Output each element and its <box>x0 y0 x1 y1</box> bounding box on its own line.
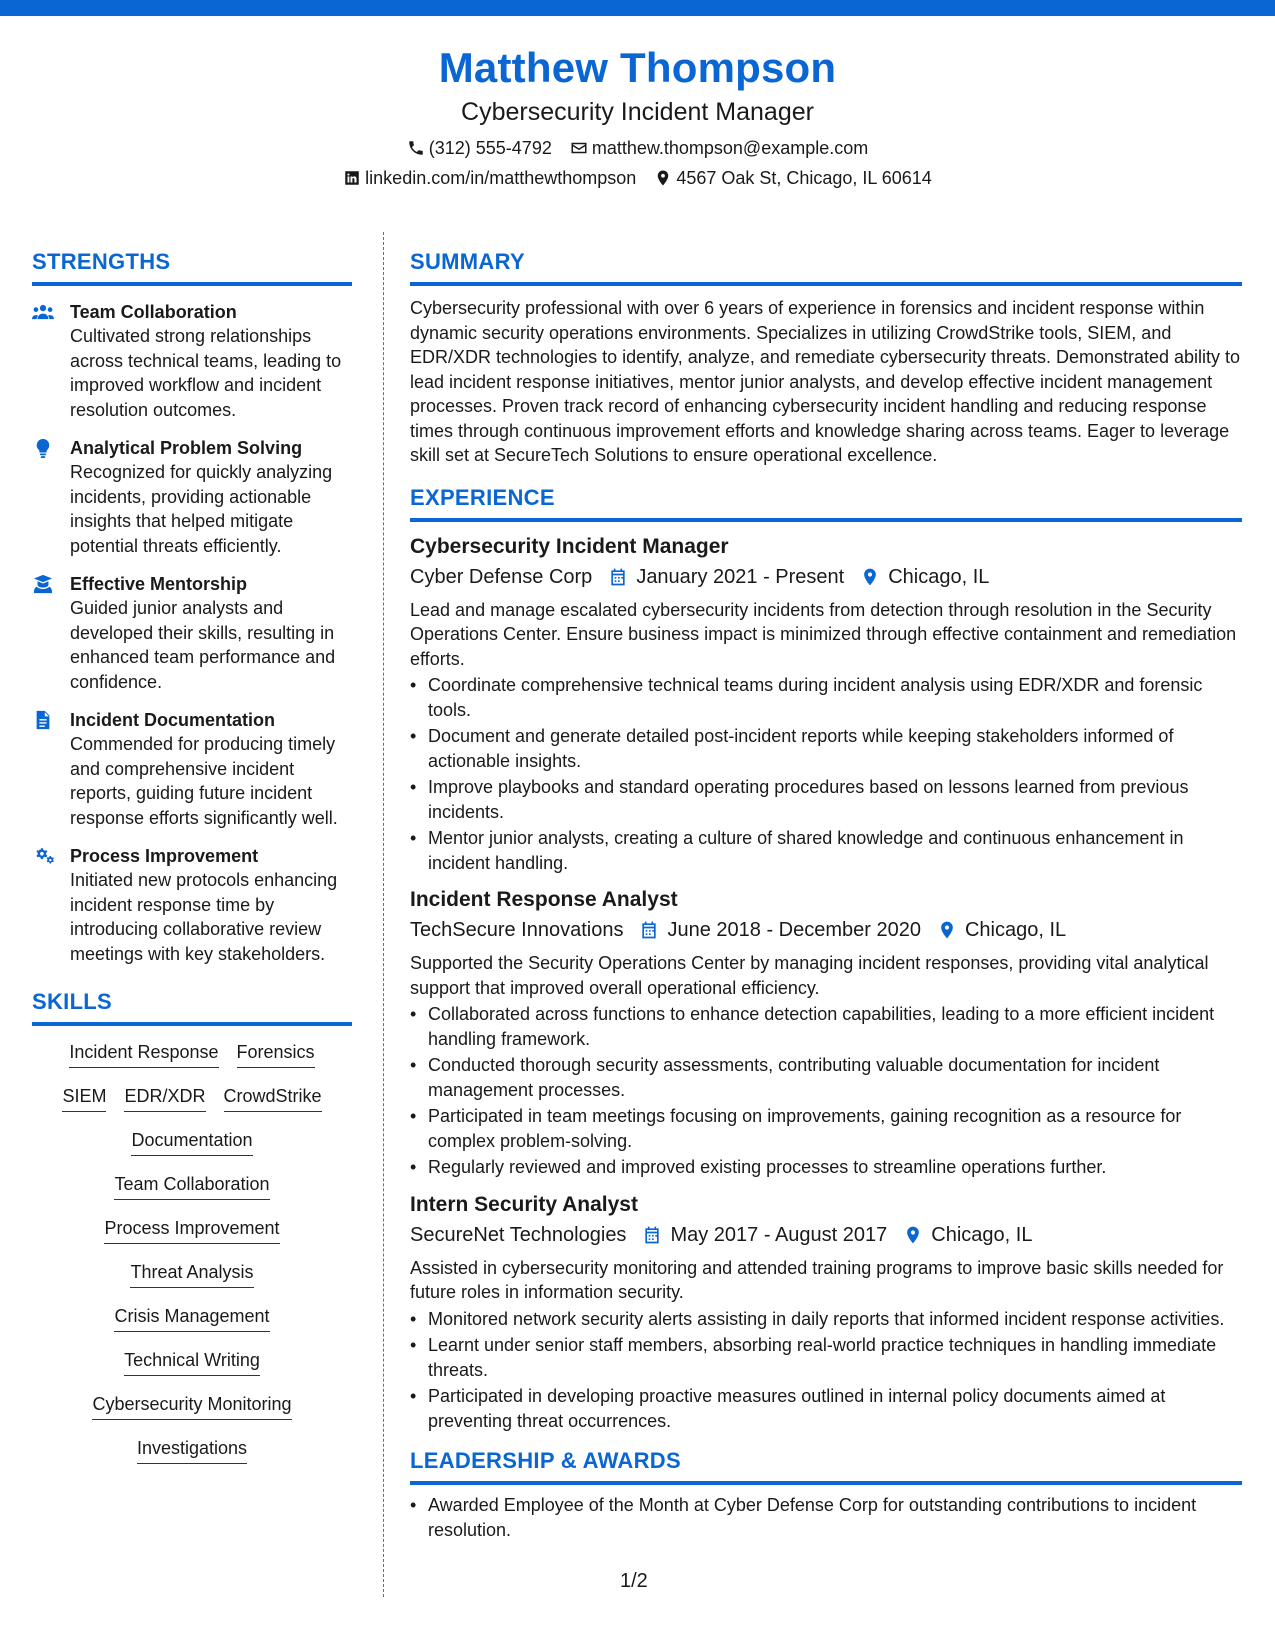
experience-heading: EXPERIENCE <box>410 484 1242 522</box>
skill-row <box>36 1216 348 1244</box>
skill-tag: Technical Writing <box>124 1348 260 1376</box>
skill-tag: Cybersecurity Monitoring <box>92 1392 291 1420</box>
job-location: Chicago, IL <box>964 919 1067 941</box>
contact-row-1 <box>0 134 1275 162</box>
summary-text: Cybersecurity professional with over 6 years of experience in forensics and incident response within dynamic security operations environments. Specializes in utilizing CrowdStrike tools, SIEM, and EDR/XDR technologies to identify, analyze, and remediate cybersecurity threats. Demonstrated ability to lead incident response initiatives, mentor junior analysts, and develop effective incident management processes. Proven track record of enhancing cybersecurity incident handling and reducing response times through continuous improvement efforts and knowledge sharing across teams. Eager to leverage skill set at SecureTech Solutions to ensure operational excellence. <box>410 298 1241 465</box>
strength-desc: Recognized for quickly analyzing incidents, providing actionable insights that helped mitigate potential threats efficiently. <box>70 462 333 556</box>
strength-item <box>32 436 352 558</box>
map-pin-icon <box>903 1225 923 1245</box>
job-bullets <box>410 673 1242 875</box>
job-dates: May 2017 - August 2017 <box>670 1223 888 1246</box>
email-item <box>570 134 868 162</box>
strength-desc: Cultivated strong relationships across technical teams, leading to improved workflow and incident resolution outcomes. <box>70 326 342 420</box>
skill-tag: SIEM <box>62 1084 106 1112</box>
job-meta <box>410 915 1242 945</box>
skill-tag: Incident Response <box>69 1040 218 1068</box>
envelope-icon <box>570 139 588 157</box>
top-accent-bar <box>0 0 1275 16</box>
users-icon <box>32 302 54 322</box>
bullet-item: • Mentor junior analysts, creating a culture of shared knowledge and continuous enhancement in incident handling. <box>410 826 1242 875</box>
strength-item <box>32 708 352 830</box>
job-entry <box>410 1190 1242 1434</box>
address-text: 4567 Oak St, Chicago, IL 60614 <box>676 168 932 188</box>
bullet-item: • Document and generate detailed post-incident reports while keeping stakeholders informed of actionable insights. <box>410 724 1242 773</box>
skill-row <box>36 1128 348 1156</box>
strength-item <box>32 572 352 694</box>
job-entry <box>410 885 1242 1180</box>
document-icon <box>32 710 54 730</box>
job-description: Assisted in cybersecurity monitoring and attended training programs to improve basic skills needed for future roles in information security. <box>410 1257 1224 1302</box>
phone-icon <box>407 139 425 157</box>
job-meta <box>410 1220 1242 1250</box>
bullet-item: • Participated in team meetings focusing on improvements, gaining recognition as a resource for complex problem-solving. <box>410 1104 1242 1153</box>
bullet-item: • Participated in developing proactive measures outlined in internal policy documents aimed at preventing threat occurrences. <box>410 1384 1242 1433</box>
job-bullets <box>410 1307 1242 1434</box>
skill-row <box>36 1348 348 1376</box>
leadership-bullets <box>410 1493 1242 1542</box>
skill-tag: Documentation <box>131 1128 252 1156</box>
bullet-item: • Learnt under senior staff members, absorbing real-world practice techniques in handling immediate threats. <box>410 1333 1242 1382</box>
skill-row <box>36 1436 348 1464</box>
bullet-item: • Improve playbooks and standard operating procedures based on lessons learned from previous incidents. <box>410 775 1242 824</box>
job-title: Incident Response Analyst <box>410 888 678 911</box>
strength-title: Incident Documentation <box>70 710 276 730</box>
job-title: Cybersecurity Incident Manager <box>410 534 729 558</box>
left-column <box>32 248 352 1480</box>
skill-tag: Threat Analysis <box>130 1260 253 1288</box>
bullet-item: • Monitored network security alerts assisting in daily reports that informed incident response activities. <box>410 1307 1242 1332</box>
job-company: SecureNet Technologies <box>410 1223 627 1246</box>
bullet-item: • Awarded Employee of the Month at Cyber Defense Corp for outstanding contributions to incident resolution. <box>410 1493 1242 1542</box>
calendar-icon <box>642 1225 662 1245</box>
resume-header <box>0 42 1275 192</box>
candidate-title: Cybersecurity Incident Manager <box>461 98 814 126</box>
column-divider <box>383 232 384 1597</box>
job-location: Chicago, IL <box>888 565 990 588</box>
skills-list <box>32 1040 352 1464</box>
right-column <box>410 248 1242 1544</box>
map-pin-icon <box>860 567 880 587</box>
skill-tag: Crisis Management <box>114 1304 269 1332</box>
job-title: Intern Security Analyst <box>410 1192 638 1216</box>
job-dates: June 2018 - December 2020 <box>667 919 921 941</box>
job-company: TechSecure Innovations <box>410 919 624 941</box>
graduation-cap-icon <box>32 574 54 594</box>
contact-row-2 <box>0 164 1275 192</box>
job-dates: January 2021 - Present <box>636 565 845 588</box>
skill-tag: Forensics <box>237 1040 315 1068</box>
skill-row <box>36 1304 348 1332</box>
linkedin-item <box>343 164 636 192</box>
address-item <box>654 164 932 192</box>
bullet-item: • Conducted thorough security assessments, contributing valuable documentation for incident management processes. <box>410 1053 1242 1102</box>
strength-title: Team Collaboration <box>70 302 237 322</box>
calendar-icon <box>608 567 628 587</box>
skill-row <box>36 1040 348 1068</box>
skill-row <box>36 1260 348 1288</box>
map-pin-icon <box>937 920 957 940</box>
bullet-item: • Collaborated across functions to enhance detection capabilities, leading to a more efficient incident handling framework. <box>410 1002 1242 1051</box>
strength-desc: Initiated new protocols enhancing incident response time by introducing collaborative review meetings with key stakeholders. <box>70 870 338 964</box>
job-meta <box>410 562 1242 592</box>
lightbulb-icon <box>32 438 54 458</box>
strength-item <box>32 844 352 966</box>
job-description: Supported the Security Operations Center by managing incident responses, providing vital analytical support that improved overall operational efficiency. <box>410 953 1209 998</box>
job-entry <box>410 532 1242 876</box>
strength-desc: Commended for producing timely and comprehensive incident reports, guiding future incident response efforts significantly well. <box>70 734 338 828</box>
strength-title: Analytical Problem Solving <box>70 438 303 458</box>
summary-heading: SUMMARY <box>410 248 1242 286</box>
skill-tag: CrowdStrike <box>224 1084 322 1112</box>
skill-tag: Team Collaboration <box>114 1172 269 1200</box>
linkedin-link[interactable]: linkedin.com/in/matthewthompson <box>365 168 637 188</box>
leadership-heading: LEADERSHIP & AWARDS <box>410 1447 1242 1485</box>
skill-row <box>36 1392 348 1420</box>
page-number: 1/2 <box>620 1570 648 1592</box>
bullet-item: • Regularly reviewed and improved existing processes to streamline operations further. <box>410 1155 1242 1180</box>
bullet-item: • Coordinate comprehensive technical teams during incident analysis using EDR/XDR and forensic tools. <box>410 673 1242 722</box>
strength-title: Process Improvement <box>70 846 259 866</box>
candidate-name: Matthew Thompson <box>438 44 837 91</box>
phone-item <box>407 134 552 162</box>
skill-row <box>36 1172 348 1200</box>
skill-tag: Investigations <box>137 1436 247 1464</box>
strength-item <box>32 300 352 422</box>
phone-text: (312) 555-4792 <box>428 138 552 158</box>
skill-tag: EDR/XDR <box>124 1084 205 1112</box>
skill-tag: Process Improvement <box>104 1216 279 1244</box>
calendar-icon <box>639 920 659 940</box>
skills-heading: SKILLS <box>32 988 352 1026</box>
map-pin-icon <box>654 169 672 187</box>
strength-title: Effective Mentorship <box>70 574 248 594</box>
job-bullets <box>410 1002 1242 1180</box>
strengths-heading: STRENGTHS <box>32 248 352 286</box>
skill-row <box>36 1084 348 1112</box>
linkedin-icon <box>343 169 361 187</box>
email-link[interactable]: matthew.thompson@example.com <box>591 138 869 158</box>
job-location: Chicago, IL <box>931 1223 1033 1246</box>
strength-desc: Guided junior analysts and developed their skills, resulting in enhanced team performance and confidence. <box>70 598 336 692</box>
gears-icon <box>32 846 54 866</box>
job-description: Lead and manage escalated cybersecurity incidents from detection through resolution in the Security Operations Center. Ensure business impact is minimized through effective containment and remediation efforts. <box>410 599 1237 669</box>
job-company: Cyber Defense Corp <box>410 565 593 588</box>
